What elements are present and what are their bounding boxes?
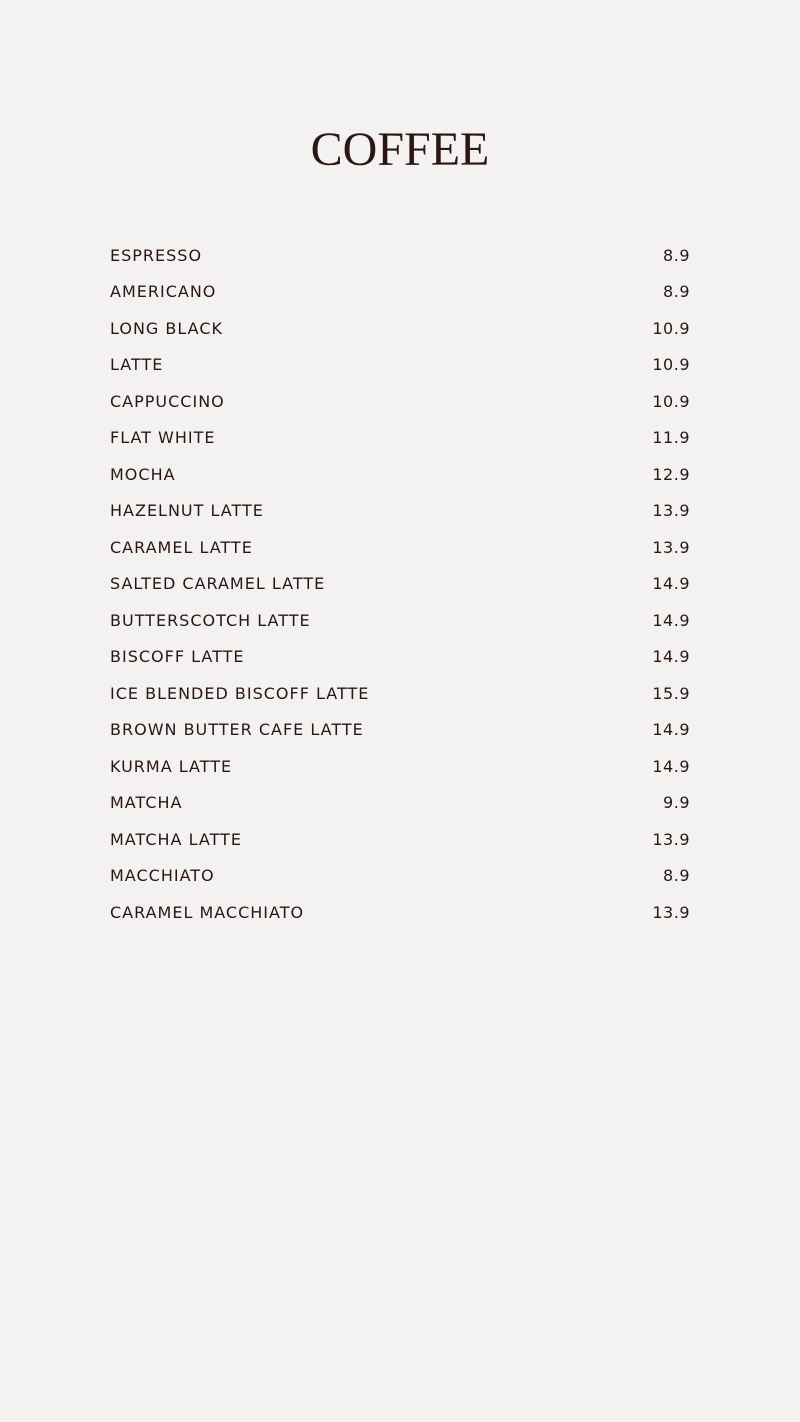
item-name: LONG BLACK bbox=[110, 318, 223, 338]
item-name: CAPPUCCINO bbox=[110, 391, 225, 411]
item-price: 8.9 bbox=[663, 282, 690, 302]
menu-item bbox=[110, 602, 690, 639]
item-price: 13.9 bbox=[652, 829, 690, 849]
item-name: AMERICANO bbox=[110, 282, 217, 302]
menu-item bbox=[110, 748, 690, 785]
item-price: 11.9 bbox=[652, 428, 690, 448]
item-name: BROWN BUTTER CAFE LATTE bbox=[110, 720, 364, 740]
item-price: 9.9 bbox=[663, 793, 690, 813]
item-name: LATTE bbox=[110, 355, 164, 375]
item-price: 13.9 bbox=[652, 537, 690, 557]
menu-item bbox=[110, 639, 690, 676]
item-price: 15.9 bbox=[652, 683, 690, 703]
item-name: SALTED CARAMEL LATTE bbox=[110, 574, 326, 594]
menu-item bbox=[110, 274, 690, 311]
menu-item bbox=[110, 383, 690, 420]
item-name: FLAT WHITE bbox=[110, 428, 216, 448]
item-price: 12.9 bbox=[652, 464, 690, 484]
menu-item bbox=[110, 712, 690, 749]
menu-item bbox=[110, 675, 690, 712]
item-name: MATCHA LATTE bbox=[110, 829, 242, 849]
menu-item bbox=[110, 310, 690, 347]
item-price: 13.9 bbox=[652, 501, 690, 521]
item-price: 14.9 bbox=[652, 647, 690, 667]
menu-title: COFFEE bbox=[310, 123, 490, 176]
item-name: BUTTERSCOTCH LATTE bbox=[110, 610, 311, 630]
item-name: MACCHIATO bbox=[110, 866, 215, 886]
item-price: 10.9 bbox=[652, 355, 690, 375]
item-name: ICE BLENDED BISCOFF LATTE bbox=[110, 683, 370, 703]
item-price: 8.9 bbox=[663, 245, 690, 265]
menu-list bbox=[110, 237, 690, 931]
item-name: KURMA LATTE bbox=[110, 756, 233, 776]
item-name: MOCHA bbox=[110, 464, 176, 484]
menu-item bbox=[110, 529, 690, 566]
item-price: 14.9 bbox=[652, 574, 690, 594]
menu-item bbox=[110, 858, 690, 895]
item-price: 14.9 bbox=[652, 610, 690, 630]
item-name: CARAMEL MACCHIATO bbox=[110, 902, 305, 922]
menu-item bbox=[110, 347, 690, 384]
menu-item bbox=[110, 420, 690, 457]
menu-item bbox=[110, 785, 690, 822]
item-name: HAZELNUT LATTE bbox=[110, 501, 264, 521]
menu-item bbox=[110, 456, 690, 493]
item-name: BISCOFF LATTE bbox=[110, 647, 245, 667]
menu-item bbox=[110, 493, 690, 530]
item-price: 10.9 bbox=[652, 318, 690, 338]
item-name: MATCHA bbox=[110, 793, 183, 813]
item-price: 8.9 bbox=[663, 866, 690, 886]
item-price: 13.9 bbox=[652, 902, 690, 922]
item-price: 14.9 bbox=[652, 720, 690, 740]
item-price: 14.9 bbox=[652, 756, 690, 776]
menu-item bbox=[110, 237, 690, 274]
item-name: CARAMEL LATTE bbox=[110, 537, 253, 557]
item-name: ESPRESSO bbox=[110, 245, 203, 265]
menu-item bbox=[110, 821, 690, 858]
menu-item bbox=[110, 566, 690, 603]
menu-item bbox=[110, 894, 690, 931]
item-price: 10.9 bbox=[652, 391, 690, 411]
